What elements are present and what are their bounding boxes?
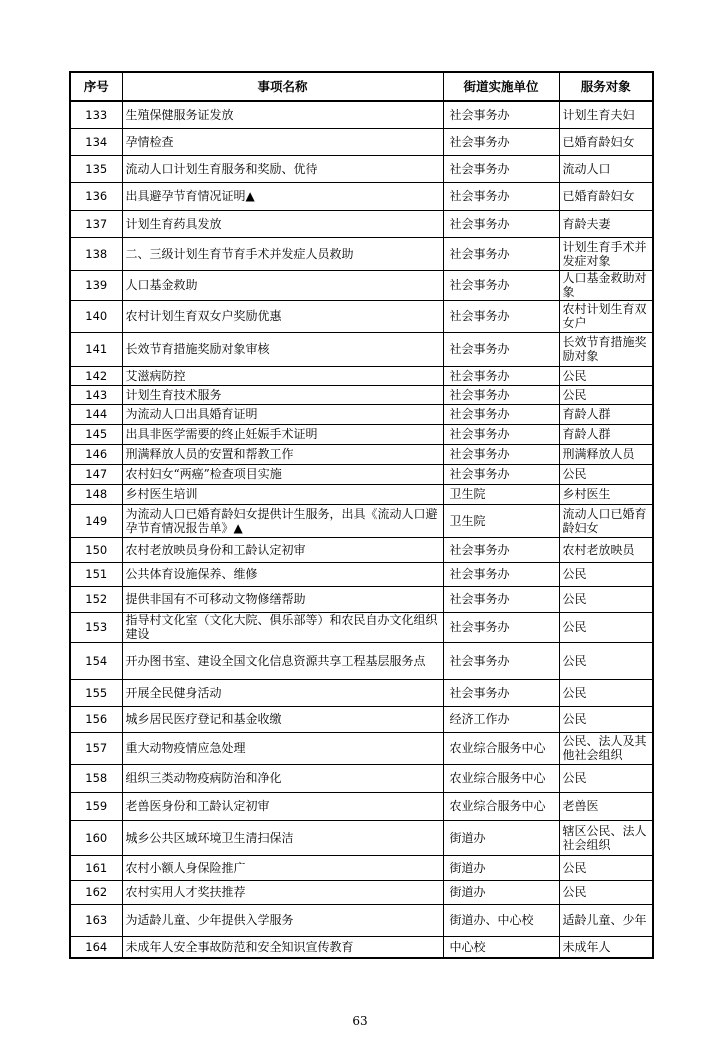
- target-cell: 计划生育手术并发症对象: [559, 237, 653, 270]
- page-number: 63: [352, 1014, 368, 1028]
- row-number-cell: 155: [70, 679, 122, 706]
- table-row: [70, 732, 653, 764]
- row-number-cell: 147: [70, 464, 122, 484]
- row-number-cell: 164: [70, 936, 122, 958]
- item-name-cell: 生殖保健服务证发放: [122, 101, 443, 128]
- row-number-cell: 145: [70, 424, 122, 444]
- target-cell: 老兽医: [559, 792, 653, 820]
- unit-cell: 街道办: [443, 855, 559, 880]
- unit-cell: 农业综合服务中心: [443, 764, 559, 792]
- row-number-cell: 157: [70, 732, 122, 764]
- table-row: [70, 612, 653, 642]
- row-number-cell: 143: [70, 385, 122, 404]
- table-row: [70, 210, 653, 237]
- item-name-cell: 城乡公共区域环境卫生清扫保洁: [122, 820, 443, 855]
- row-number-cell: 163: [70, 904, 122, 936]
- row-number-cell: 146: [70, 444, 122, 464]
- table-row: [70, 706, 653, 732]
- row-number-cell: 161: [70, 855, 122, 880]
- table-row: [70, 385, 653, 404]
- unit-cell: 经济工作办: [443, 706, 559, 732]
- item-name-cell: 农村计划生育双女户奖励优惠: [122, 300, 443, 332]
- item-name-cell: 为流动人口出具婚育证明: [122, 404, 443, 424]
- target-cell: 刑满释放人员: [559, 444, 653, 464]
- unit-cell: 卫生院: [443, 504, 559, 537]
- item-name-cell: 计划生育技术服务: [122, 385, 443, 404]
- unit-cell: 社会事务办: [443, 366, 559, 385]
- item-name-cell: 出具避孕节育情况证明▲: [122, 182, 443, 210]
- item-name-cell: 提供非国有不可移动文物修缮帮助: [122, 586, 443, 612]
- item-name-cell: 指导村文化室（文化大院、俱乐部等）和农民自办文化组织建设: [122, 612, 443, 642]
- row-number-cell: 151: [70, 562, 122, 586]
- unit-cell: 中心校: [443, 936, 559, 958]
- item-name-cell: 老兽医身份和工龄认定初审: [122, 792, 443, 820]
- target-cell: 公民: [559, 464, 653, 484]
- unit-cell: 社会事务办: [443, 404, 559, 424]
- unit-cell: 社会事务办: [443, 642, 559, 679]
- unit-cell: 农业综合服务中心: [443, 732, 559, 764]
- table-row: [70, 504, 653, 537]
- item-name-cell: 流动人口计划生育服务和奖励、优待: [122, 155, 443, 182]
- item-name-cell: 乡村医生培训: [122, 484, 443, 504]
- item-name-cell: 农村妇女“两癌”检查项目实施: [122, 464, 443, 484]
- row-number-cell: 149: [70, 504, 122, 537]
- table-row: [70, 484, 653, 504]
- row-number-cell: 160: [70, 820, 122, 855]
- table-row: [70, 792, 653, 820]
- table-header: [70, 72, 653, 101]
- unit-cell: 社会事务办: [443, 182, 559, 210]
- target-cell: 农村计划生育双女户: [559, 300, 653, 332]
- table-row: [70, 404, 653, 424]
- row-number-cell: 138: [70, 237, 122, 270]
- item-name-cell: 长效节育措施奖励对象审核: [122, 332, 443, 366]
- item-name-cell: 未成年人安全事故防范和安全知识宣传教育: [122, 936, 443, 958]
- item-name-cell: 重大动物疫情应急处理: [122, 732, 443, 764]
- target-cell: 流动人口: [559, 155, 653, 182]
- unit-cell: 农业综合服务中心: [443, 792, 559, 820]
- item-name-cell: 农村实用人才奖扶推荐: [122, 880, 443, 904]
- item-name-cell: 城乡居民医疗登记和基金收缴: [122, 706, 443, 732]
- header-item-name: 事项名称: [122, 72, 443, 101]
- target-cell: 未成年人: [559, 936, 653, 958]
- row-number-cell: 133: [70, 101, 122, 128]
- target-cell: 育龄夫妻: [559, 210, 653, 237]
- item-name-cell: 二、三级计划生育节育手术并发症人员救助: [122, 237, 443, 270]
- target-cell: 长效节育措施奖励对象: [559, 332, 653, 366]
- target-cell: 公民: [559, 880, 653, 904]
- item-name-cell: 组织三类动物疫病防治和净化: [122, 764, 443, 792]
- table-row: [70, 586, 653, 612]
- row-number-cell: 150: [70, 537, 122, 562]
- target-cell: 公民: [559, 562, 653, 586]
- table-row: [70, 182, 653, 210]
- target-cell: 辖区公民、法人社会组织: [559, 820, 653, 855]
- item-name-cell: 开办图书室、建设全国文化信息资源共享工程基层服务点: [122, 642, 443, 679]
- row-number-cell: 142: [70, 366, 122, 385]
- table-row: [70, 128, 653, 155]
- item-name-cell: 为适龄儿童、少年提供入学服务: [122, 904, 443, 936]
- header-unit: 街道实施单位: [443, 72, 559, 101]
- item-name-cell: 艾滋病防控: [122, 366, 443, 385]
- service-items-table: [69, 71, 654, 959]
- item-name-cell: 农村老放映员身份和工龄认定初审: [122, 537, 443, 562]
- item-name-cell: 刑满释放人员的安置和帮教工作: [122, 444, 443, 464]
- table-row: [70, 464, 653, 484]
- table-row: [70, 936, 653, 958]
- table-row: [70, 642, 653, 679]
- target-cell: 已婚育龄妇女: [559, 182, 653, 210]
- target-cell: 流动人口已婚育龄妇女: [559, 504, 653, 537]
- unit-cell: 社会事务办: [443, 155, 559, 182]
- row-number-cell: 140: [70, 300, 122, 332]
- item-name-cell: 农村小额人身保险推广: [122, 855, 443, 880]
- target-cell: 乡村医生: [559, 484, 653, 504]
- unit-cell: 社会事务办: [443, 210, 559, 237]
- target-cell: 公民: [559, 855, 653, 880]
- row-number-cell: 152: [70, 586, 122, 612]
- unit-cell: 社会事务办: [443, 537, 559, 562]
- table-row: [70, 904, 653, 936]
- target-cell: 计划生育夫妇: [559, 101, 653, 128]
- unit-cell: 社会事务办: [443, 237, 559, 270]
- table-body: [70, 101, 653, 958]
- table-row: [70, 101, 653, 128]
- table-row: [70, 855, 653, 880]
- unit-cell: 社会事务办: [443, 424, 559, 444]
- target-cell: 公民: [559, 764, 653, 792]
- item-name-cell: 开展全民健身活动: [122, 679, 443, 706]
- target-cell: 育龄人群: [559, 404, 653, 424]
- target-cell: 公民: [559, 385, 653, 404]
- target-cell: 公民: [559, 706, 653, 732]
- unit-cell: 街道办: [443, 880, 559, 904]
- target-cell: 公民: [559, 612, 653, 642]
- table-row: [70, 270, 653, 300]
- row-number-cell: 153: [70, 612, 122, 642]
- row-number-cell: 162: [70, 880, 122, 904]
- table-row: [70, 764, 653, 792]
- header-seq: 序号: [70, 72, 122, 101]
- table-row: [70, 444, 653, 464]
- target-cell: 农村老放映员: [559, 537, 653, 562]
- unit-cell: 卫生院: [443, 484, 559, 504]
- unit-cell: 社会事务办: [443, 128, 559, 155]
- table-row: [70, 537, 653, 562]
- target-cell: 已婚育龄妇女: [559, 128, 653, 155]
- table-row: [70, 237, 653, 270]
- row-number-cell: 139: [70, 270, 122, 300]
- unit-cell: 社会事务办: [443, 679, 559, 706]
- row-number-cell: 134: [70, 128, 122, 155]
- unit-cell: 社会事务办: [443, 562, 559, 586]
- header-target: 服务对象: [559, 72, 653, 101]
- item-name-cell: 孕情检查: [122, 128, 443, 155]
- row-number-cell: 148: [70, 484, 122, 504]
- target-cell: 公民: [559, 586, 653, 612]
- target-cell: 育龄人群: [559, 424, 653, 444]
- table-row: [70, 300, 653, 332]
- row-number-cell: 141: [70, 332, 122, 366]
- table-row: [70, 820, 653, 855]
- unit-cell: 社会事务办: [443, 300, 559, 332]
- unit-cell: 社会事务办: [443, 586, 559, 612]
- table-row: [70, 562, 653, 586]
- row-number-cell: 144: [70, 404, 122, 424]
- unit-cell: 社会事务办: [443, 444, 559, 464]
- target-cell: 公民: [559, 679, 653, 706]
- unit-cell: 社会事务办: [443, 270, 559, 300]
- row-number-cell: 156: [70, 706, 122, 732]
- target-cell: 人口基金救助对象: [559, 270, 653, 300]
- unit-cell: 社会事务办: [443, 385, 559, 404]
- unit-cell: 社会事务办: [443, 101, 559, 128]
- table-row: [70, 679, 653, 706]
- row-number-cell: 154: [70, 642, 122, 679]
- target-cell: 公民: [559, 642, 653, 679]
- unit-cell: 社会事务办: [443, 464, 559, 484]
- row-number-cell: 159: [70, 792, 122, 820]
- row-number-cell: 136: [70, 182, 122, 210]
- item-name-cell: 为流动人口已婚育龄妇女提供计生服务，出具《流动人口避孕节育情况报告单》▲: [122, 504, 443, 537]
- row-number-cell: 137: [70, 210, 122, 237]
- row-number-cell: 135: [70, 155, 122, 182]
- unit-cell: 社会事务办: [443, 332, 559, 366]
- unit-cell: 街道办: [443, 820, 559, 855]
- table-row: [70, 366, 653, 385]
- table-row: [70, 424, 653, 444]
- target-cell: 公民: [559, 366, 653, 385]
- unit-cell: 社会事务办: [443, 612, 559, 642]
- table-row: [70, 155, 653, 182]
- table-row: [70, 332, 653, 366]
- unit-cell: 街道办、中心校: [443, 904, 559, 936]
- target-cell: 适龄儿童、少年: [559, 904, 653, 936]
- header-row: [70, 72, 653, 101]
- item-name-cell: 出具非医学需要的终止妊娠手术证明: [122, 424, 443, 444]
- table-row: [70, 880, 653, 904]
- target-cell: 公民、法人及其他社会组织: [559, 732, 653, 764]
- item-name-cell: 计划生育药具发放: [122, 210, 443, 237]
- row-number-cell: 158: [70, 764, 122, 792]
- item-name-cell: 人口基金救助: [122, 270, 443, 300]
- item-name-cell: 公共体育设施保养、维修: [122, 562, 443, 586]
